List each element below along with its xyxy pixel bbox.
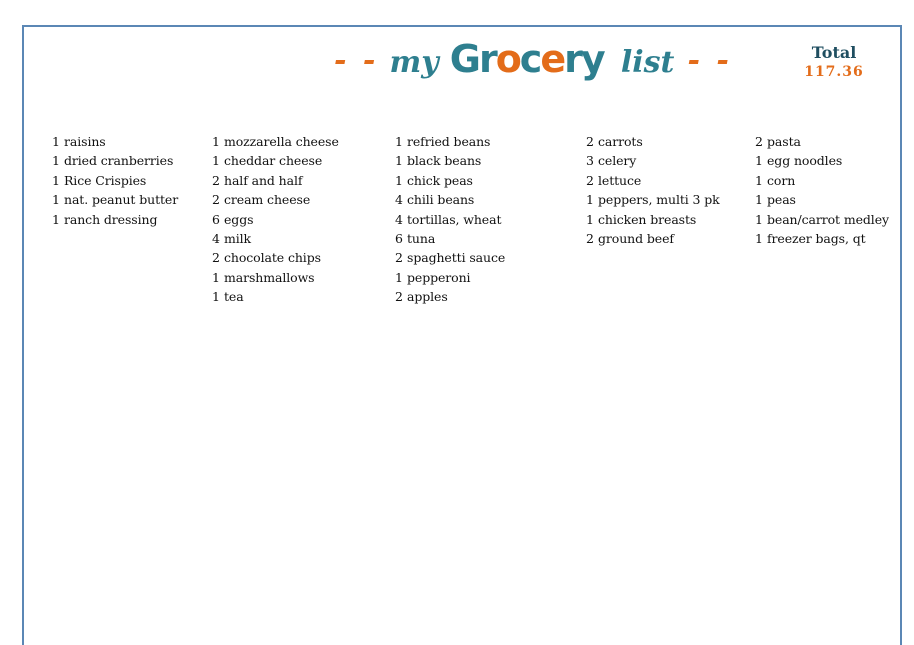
item-qty: 4 <box>212 231 220 247</box>
grocery-column-3 <box>395 132 505 307</box>
title-dash-left: - - <box>334 43 379 78</box>
grocery-column-5 <box>755 132 889 248</box>
item-name: mozzarella cheese <box>224 134 339 149</box>
list-item <box>755 210 889 229</box>
title-grocery-letter: G <box>449 37 479 81</box>
list-item <box>52 190 178 209</box>
total-box <box>794 43 874 80</box>
list-item <box>586 171 720 190</box>
item-name: ranch dressing <box>64 211 158 227</box>
item-qty: 2 <box>586 134 594 149</box>
list-item <box>586 132 720 151</box>
list-item <box>212 268 339 287</box>
item-name: peppers, multi 3 pk <box>598 192 720 208</box>
item-qty: 3 <box>586 153 594 169</box>
item-qty: 1 <box>755 211 763 227</box>
list-item <box>52 151 178 170</box>
grocery-column-1 <box>52 132 178 229</box>
item-qty: 1 <box>395 153 403 169</box>
title-list: list <box>620 45 675 80</box>
list-item <box>212 190 339 209</box>
item-name: carrots <box>598 134 643 149</box>
title-grocery-letter: r <box>478 37 496 81</box>
item-name: eggs <box>224 211 254 227</box>
total-label: Total <box>811 43 857 62</box>
item-name: corn <box>767 172 796 188</box>
item-qty: 6 <box>212 211 220 227</box>
item-qty: 2 <box>586 231 594 247</box>
item-name: tea <box>224 289 244 305</box>
item-qty: 1 <box>52 172 60 188</box>
list-item <box>755 190 889 209</box>
item-qty: 1 <box>52 153 60 169</box>
item-qty: 1 <box>212 134 220 149</box>
item-name: milk <box>224 231 252 247</box>
item-qty: 2 <box>395 250 403 266</box>
list-item <box>212 248 339 267</box>
item-qty: 1 <box>212 289 220 305</box>
list-item <box>395 151 505 170</box>
item-qty: 4 <box>395 192 403 208</box>
item-qty: 1 <box>586 192 594 208</box>
item-qty: 4 <box>395 211 403 227</box>
list-item <box>212 171 339 190</box>
item-qty: 1 <box>755 231 763 247</box>
item-qty: 1 <box>395 269 403 285</box>
grocery-columns <box>24 132 904 432</box>
title-grocery-letter: y <box>580 37 604 81</box>
item-qty: 1 <box>52 211 60 227</box>
item-name: raisins <box>64 134 106 149</box>
item-qty: 2 <box>755 134 763 149</box>
item-qty: 2 <box>212 172 220 188</box>
item-name: nat. peanut butter <box>64 192 179 208</box>
item-name: refried beans <box>407 134 491 149</box>
list-item <box>586 229 720 248</box>
item-qty: 1 <box>395 134 403 149</box>
list-item <box>586 210 720 229</box>
item-name: tortillas, wheat <box>407 211 502 227</box>
list-item <box>212 151 339 170</box>
item-name: marshmallows <box>224 269 315 285</box>
item-qty: 1 <box>586 211 594 227</box>
item-name: Rice Crispies <box>64 172 147 188</box>
item-qty: 1 <box>755 172 763 188</box>
list-item <box>755 151 889 170</box>
list-item <box>395 248 505 267</box>
item-qty: 1 <box>755 153 763 169</box>
item-name: chili beans <box>407 192 475 208</box>
list-item <box>586 151 720 170</box>
item-name: apples <box>407 289 448 305</box>
list-item <box>586 190 720 209</box>
item-name: half and half <box>224 172 303 188</box>
list-item <box>212 210 339 229</box>
item-name: chicken breasts <box>598 211 697 227</box>
list-item <box>395 287 505 306</box>
item-name: chick peas <box>407 172 473 188</box>
title-dash-right: - - <box>687 43 732 78</box>
page-title <box>334 37 732 92</box>
item-name: bean/carrot medley <box>767 211 889 227</box>
total-value: 117.36 <box>804 64 864 80</box>
item-name: celery <box>598 153 637 169</box>
item-name: tuna <box>407 231 436 247</box>
item-qty: 1 <box>52 134 60 149</box>
item-name: cheddar cheese <box>224 153 323 169</box>
title-grocery-letter: r <box>564 37 581 81</box>
item-qty: 2 <box>212 250 220 266</box>
item-name: lettuce <box>598 172 642 188</box>
grocery-column-2 <box>212 132 339 307</box>
item-name: dried cranberries <box>64 153 174 169</box>
item-name: egg noodles <box>767 153 843 169</box>
item-name: spaghetti sauce <box>407 250 506 266</box>
grocery-column-4 <box>586 132 720 248</box>
item-name: chocolate chips <box>224 250 321 266</box>
list-item <box>755 171 889 190</box>
list-item <box>212 287 339 306</box>
item-name: ground beef <box>598 231 674 247</box>
list-item <box>395 171 505 190</box>
item-name: pasta <box>767 134 801 149</box>
item-name: peas <box>767 192 796 208</box>
list-item <box>395 210 505 229</box>
item-qty: 1 <box>212 153 220 169</box>
title-my: my <box>389 45 439 80</box>
item-qty: 6 <box>395 231 403 247</box>
item-name: pepperoni <box>407 269 471 285</box>
item-qty: 1 <box>755 192 763 208</box>
item-qty: 1 <box>395 172 403 188</box>
item-qty: 2 <box>212 192 220 208</box>
item-qty: 2 <box>395 289 403 305</box>
list-item <box>52 210 178 229</box>
item-qty: 1 <box>52 192 60 208</box>
title-grocery-letter: e <box>540 37 565 81</box>
list-item <box>395 132 505 151</box>
item-qty: 2 <box>586 172 594 188</box>
list-item <box>212 229 339 248</box>
item-qty: 1 <box>212 269 220 285</box>
list-item <box>755 229 889 248</box>
list-item <box>395 229 505 248</box>
list-item <box>755 132 889 151</box>
grocery-list-page <box>22 25 902 645</box>
item-name: cream cheese <box>224 192 311 208</box>
list-item <box>52 132 178 151</box>
item-name: freezer bags, qt <box>767 231 866 247</box>
list-item <box>395 268 505 287</box>
list-item <box>212 132 339 151</box>
title-grocery-letter: o <box>495 37 520 81</box>
list-item <box>52 171 178 190</box>
item-name: black beans <box>407 153 482 169</box>
list-item <box>395 190 505 209</box>
title-grocery <box>450 37 615 81</box>
title-grocery-letter: c <box>519 37 541 81</box>
